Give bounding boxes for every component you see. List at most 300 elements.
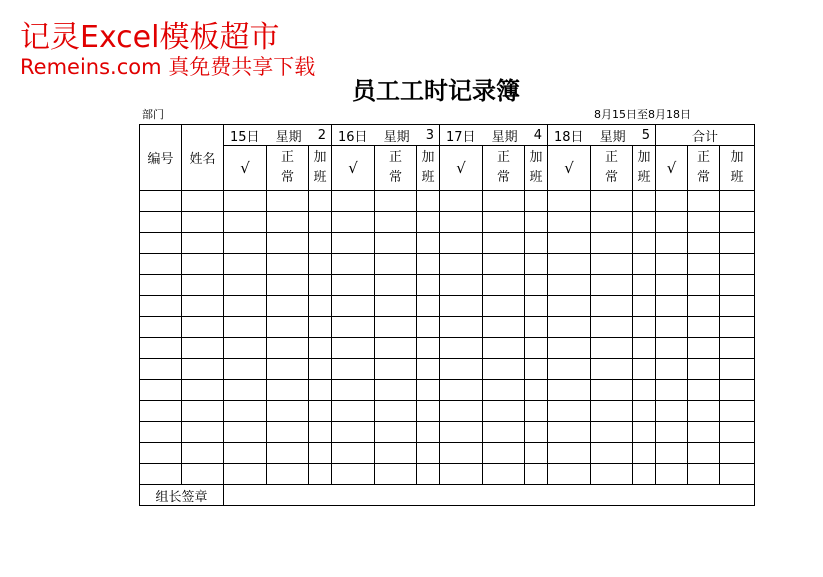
table-cell[interactable] bbox=[224, 212, 267, 233]
table-cell[interactable] bbox=[525, 401, 548, 422]
table-cell[interactable] bbox=[720, 443, 755, 464]
table-cell[interactable] bbox=[548, 443, 591, 464]
table-cell[interactable] bbox=[375, 296, 417, 317]
table-cell[interactable] bbox=[267, 275, 309, 296]
check-header bbox=[548, 146, 591, 191]
table-cell[interactable] bbox=[267, 380, 309, 401]
table-cell[interactable] bbox=[591, 380, 633, 401]
table-cell[interactable] bbox=[309, 212, 332, 233]
table-cell[interactable] bbox=[548, 338, 591, 359]
table-row bbox=[140, 338, 755, 359]
table-cell[interactable] bbox=[224, 275, 267, 296]
table-cell[interactable] bbox=[633, 380, 656, 401]
table-cell[interactable] bbox=[332, 338, 375, 359]
table-cell[interactable] bbox=[440, 359, 483, 380]
table-cell[interactable] bbox=[656, 359, 688, 380]
check-mark: √ bbox=[666, 159, 677, 177]
table-cell[interactable] bbox=[656, 380, 688, 401]
table-cell[interactable] bbox=[332, 380, 375, 401]
table-cell[interactable] bbox=[440, 296, 483, 317]
table-cell[interactable] bbox=[720, 380, 755, 401]
table-cell[interactable] bbox=[332, 464, 375, 485]
table-cell[interactable] bbox=[525, 422, 548, 443]
table-cell[interactable] bbox=[224, 338, 267, 359]
table-cell[interactable] bbox=[483, 254, 525, 275]
table-cell[interactable] bbox=[591, 464, 633, 485]
table-cell[interactable] bbox=[440, 254, 483, 275]
table-cell[interactable] bbox=[440, 464, 483, 485]
table-cell[interactable] bbox=[417, 380, 440, 401]
table-cell[interactable] bbox=[548, 380, 591, 401]
table-cell[interactable] bbox=[688, 191, 720, 212]
table-cell[interactable] bbox=[267, 443, 309, 464]
dept-label: 部门 bbox=[142, 108, 164, 121]
table-cell[interactable] bbox=[525, 317, 548, 338]
table-cell[interactable] bbox=[483, 422, 525, 443]
table-cell[interactable] bbox=[720, 254, 755, 275]
table-cell[interactable] bbox=[417, 275, 440, 296]
normal-char-2: 常 bbox=[280, 170, 294, 185]
table-cell[interactable] bbox=[656, 443, 688, 464]
table-cell[interactable] bbox=[548, 212, 591, 233]
table-cell[interactable] bbox=[140, 212, 182, 233]
table-cell[interactable] bbox=[525, 233, 548, 254]
table-cell[interactable] bbox=[224, 296, 267, 317]
table-cell[interactable] bbox=[332, 233, 375, 254]
table-cell[interactable] bbox=[332, 443, 375, 464]
table-cell[interactable] bbox=[548, 422, 591, 443]
table-cell[interactable] bbox=[483, 401, 525, 422]
table-cell[interactable] bbox=[633, 464, 656, 485]
table-cell[interactable] bbox=[182, 443, 224, 464]
table-cell[interactable] bbox=[688, 443, 720, 464]
table-cell[interactable] bbox=[182, 191, 224, 212]
table-cell[interactable] bbox=[267, 191, 309, 212]
table-cell[interactable] bbox=[633, 212, 656, 233]
table-cell[interactable] bbox=[309, 317, 332, 338]
overtime-char-1: 加 bbox=[637, 150, 651, 165]
table-cell[interactable] bbox=[483, 233, 525, 254]
table-cell[interactable] bbox=[440, 317, 483, 338]
table-cell[interactable] bbox=[309, 464, 332, 485]
table-cell[interactable] bbox=[332, 212, 375, 233]
table-cell[interactable] bbox=[656, 338, 688, 359]
table-row bbox=[140, 422, 755, 443]
check-mark: √ bbox=[456, 159, 466, 177]
table-cell[interactable] bbox=[688, 212, 720, 233]
table-cell[interactable] bbox=[375, 212, 417, 233]
table-cell[interactable] bbox=[224, 191, 267, 212]
table-cell[interactable] bbox=[591, 401, 633, 422]
table-cell[interactable] bbox=[375, 233, 417, 254]
table-cell[interactable] bbox=[633, 338, 656, 359]
table-cell[interactable] bbox=[440, 275, 483, 296]
normal-char-1: 正 bbox=[696, 150, 710, 165]
table-cell[interactable] bbox=[483, 317, 525, 338]
table-cell[interactable] bbox=[140, 254, 182, 275]
table-cell[interactable] bbox=[309, 296, 332, 317]
table-cell[interactable] bbox=[688, 254, 720, 275]
table-cell[interactable] bbox=[182, 233, 224, 254]
table-cell[interactable] bbox=[591, 338, 633, 359]
table-cell[interactable] bbox=[656, 233, 688, 254]
check-mark: √ bbox=[348, 159, 358, 177]
weekday-label: 星期 bbox=[491, 129, 518, 145]
table-cell[interactable] bbox=[656, 212, 688, 233]
table-cell[interactable] bbox=[182, 422, 224, 443]
overtime-char-2: 班 bbox=[313, 170, 327, 185]
table-cell[interactable] bbox=[375, 254, 417, 275]
table-cell[interactable] bbox=[224, 422, 267, 443]
table-cell[interactable] bbox=[483, 212, 525, 233]
table-cell[interactable] bbox=[140, 296, 182, 317]
normal-char-2: 常 bbox=[696, 170, 710, 185]
table-cell[interactable] bbox=[182, 254, 224, 275]
table-cell[interactable] bbox=[309, 338, 332, 359]
overtime-char-1: 加 bbox=[421, 150, 435, 165]
table-cell[interactable] bbox=[483, 338, 525, 359]
weekday-label: 星期 bbox=[275, 129, 302, 145]
day-header-18 bbox=[548, 125, 656, 146]
table-cell[interactable] bbox=[633, 233, 656, 254]
table-cell[interactable] bbox=[417, 464, 440, 485]
weekday-number: 3 bbox=[425, 127, 434, 143]
table-cell[interactable] bbox=[688, 359, 720, 380]
table-cell[interactable] bbox=[332, 359, 375, 380]
overtime-char-2: 班 bbox=[529, 170, 543, 185]
table-cell[interactable] bbox=[483, 380, 525, 401]
table-cell[interactable] bbox=[140, 443, 182, 464]
table-cell[interactable] bbox=[309, 359, 332, 380]
table-cell[interactable] bbox=[375, 338, 417, 359]
total-normal-header bbox=[688, 146, 720, 191]
normal-char-1: 正 bbox=[604, 150, 618, 165]
table-cell[interactable] bbox=[656, 464, 688, 485]
table-cell[interactable] bbox=[309, 422, 332, 443]
table-cell[interactable] bbox=[483, 296, 525, 317]
table-cell[interactable] bbox=[525, 212, 548, 233]
table-cell[interactable] bbox=[267, 359, 309, 380]
table-cell[interactable] bbox=[267, 296, 309, 317]
overtime-header bbox=[525, 146, 548, 191]
table-cell[interactable] bbox=[591, 359, 633, 380]
table-cell[interactable] bbox=[591, 233, 633, 254]
table-cell[interactable] bbox=[548, 275, 591, 296]
table-cell[interactable] bbox=[656, 296, 688, 317]
table-cell[interactable] bbox=[656, 422, 688, 443]
table-cell[interactable] bbox=[182, 275, 224, 296]
normal-char-1: 正 bbox=[388, 150, 402, 165]
table-cell[interactable] bbox=[548, 233, 591, 254]
table-cell[interactable] bbox=[440, 422, 483, 443]
table-cell[interactable] bbox=[417, 254, 440, 275]
normal-char-2: 常 bbox=[604, 170, 618, 185]
table-cell[interactable] bbox=[375, 275, 417, 296]
table-cell[interactable] bbox=[332, 191, 375, 212]
table-cell[interactable] bbox=[182, 296, 224, 317]
table-cell[interactable] bbox=[140, 464, 182, 485]
table-cell[interactable] bbox=[417, 317, 440, 338]
table-cell[interactable] bbox=[633, 191, 656, 212]
table-row bbox=[140, 317, 755, 338]
table-cell[interactable] bbox=[525, 443, 548, 464]
table-cell[interactable] bbox=[548, 191, 591, 212]
weekday-number: 5 bbox=[641, 127, 650, 143]
table-cell[interactable] bbox=[182, 338, 224, 359]
table-row bbox=[140, 401, 755, 422]
overtime-char-2: 班 bbox=[730, 170, 744, 185]
check-header bbox=[332, 146, 375, 191]
sign-field[interactable] bbox=[224, 485, 755, 506]
table-cell[interactable] bbox=[140, 191, 182, 212]
table-cell[interactable] bbox=[417, 338, 440, 359]
table-cell[interactable] bbox=[483, 359, 525, 380]
table-cell[interactable] bbox=[267, 464, 309, 485]
normal-char-2: 常 bbox=[496, 170, 510, 185]
table-cell[interactable] bbox=[591, 212, 633, 233]
table-row bbox=[140, 275, 755, 296]
table-cell[interactable] bbox=[633, 296, 656, 317]
table-cell[interactable] bbox=[140, 233, 182, 254]
table-cell[interactable] bbox=[720, 317, 755, 338]
table-cell[interactable] bbox=[633, 401, 656, 422]
table-cell[interactable] bbox=[720, 212, 755, 233]
table-cell[interactable] bbox=[591, 254, 633, 275]
table-cell[interactable] bbox=[633, 422, 656, 443]
day-label: 18日 bbox=[554, 129, 584, 145]
table-cell[interactable] bbox=[720, 401, 755, 422]
table-cell[interactable] bbox=[720, 464, 755, 485]
table-cell[interactable] bbox=[267, 317, 309, 338]
table-cell[interactable] bbox=[591, 422, 633, 443]
table-cell[interactable] bbox=[720, 422, 755, 443]
table-cell[interactable] bbox=[417, 422, 440, 443]
table-cell[interactable] bbox=[140, 422, 182, 443]
table-cell[interactable] bbox=[688, 296, 720, 317]
table-cell[interactable] bbox=[182, 359, 224, 380]
table-cell[interactable] bbox=[720, 233, 755, 254]
table-row bbox=[140, 233, 755, 254]
table-cell[interactable] bbox=[182, 401, 224, 422]
table-cell[interactable] bbox=[591, 317, 633, 338]
table-cell[interactable] bbox=[140, 380, 182, 401]
table-cell[interactable] bbox=[525, 359, 548, 380]
overtime-header bbox=[417, 146, 440, 191]
table-cell[interactable] bbox=[688, 317, 720, 338]
table-cell[interactable] bbox=[656, 275, 688, 296]
day-label: 16日 bbox=[338, 129, 368, 145]
table-cell[interactable] bbox=[548, 296, 591, 317]
table-cell[interactable] bbox=[332, 275, 375, 296]
normal-char-2: 常 bbox=[388, 170, 402, 185]
normal-header bbox=[375, 146, 417, 191]
table-cell[interactable] bbox=[332, 317, 375, 338]
table-cell[interactable] bbox=[525, 254, 548, 275]
table-cell[interactable] bbox=[483, 191, 525, 212]
table-cell[interactable] bbox=[688, 275, 720, 296]
table-cell[interactable] bbox=[656, 254, 688, 275]
timesheet-table bbox=[139, 124, 755, 506]
table-cell[interactable] bbox=[224, 464, 267, 485]
table-cell[interactable] bbox=[720, 275, 755, 296]
table-cell[interactable] bbox=[417, 233, 440, 254]
table-cell[interactable] bbox=[440, 380, 483, 401]
table-cell[interactable] bbox=[309, 401, 332, 422]
table-cell[interactable] bbox=[332, 296, 375, 317]
overtime-header bbox=[309, 146, 332, 191]
table-cell[interactable] bbox=[375, 317, 417, 338]
table-cell[interactable] bbox=[224, 317, 267, 338]
table-cell[interactable] bbox=[440, 233, 483, 254]
table-row bbox=[140, 464, 755, 485]
table-cell[interactable] bbox=[548, 359, 591, 380]
table-cell[interactable] bbox=[224, 254, 267, 275]
table-cell[interactable] bbox=[224, 359, 267, 380]
day-header-15 bbox=[224, 125, 332, 146]
table-cell[interactable] bbox=[548, 401, 591, 422]
table-cell[interactable] bbox=[417, 212, 440, 233]
table-cell[interactable] bbox=[417, 296, 440, 317]
table-cell[interactable] bbox=[688, 338, 720, 359]
table-cell[interactable] bbox=[140, 401, 182, 422]
table-cell[interactable] bbox=[224, 443, 267, 464]
weekday-number: 2 bbox=[317, 127, 326, 143]
table-cell[interactable] bbox=[332, 422, 375, 443]
day-header-16 bbox=[332, 125, 440, 146]
table-cell[interactable] bbox=[375, 443, 417, 464]
table-cell[interactable] bbox=[548, 464, 591, 485]
table-row bbox=[140, 380, 755, 401]
table-cell[interactable] bbox=[140, 338, 182, 359]
table-row bbox=[140, 296, 755, 317]
table-cell[interactable] bbox=[591, 296, 633, 317]
table-cell[interactable] bbox=[267, 212, 309, 233]
table-cell[interactable] bbox=[267, 233, 309, 254]
table-cell[interactable] bbox=[309, 191, 332, 212]
table-cell[interactable] bbox=[548, 254, 591, 275]
table-cell[interactable] bbox=[633, 275, 656, 296]
table-cell[interactable] bbox=[267, 254, 309, 275]
table-cell[interactable] bbox=[591, 191, 633, 212]
table-cell[interactable] bbox=[375, 422, 417, 443]
table-cell[interactable] bbox=[440, 191, 483, 212]
table-cell[interactable] bbox=[417, 359, 440, 380]
overtime-char-2: 班 bbox=[637, 170, 651, 185]
weekday-number: 4 bbox=[533, 127, 542, 143]
normal-char-1: 正 bbox=[496, 150, 510, 165]
table-cell[interactable] bbox=[182, 464, 224, 485]
table-cell[interactable] bbox=[182, 212, 224, 233]
table-cell[interactable] bbox=[309, 275, 332, 296]
table-cell[interactable] bbox=[483, 464, 525, 485]
weekday-label: 星期 bbox=[383, 129, 410, 145]
table-cell[interactable] bbox=[720, 359, 755, 380]
table-cell[interactable] bbox=[140, 317, 182, 338]
table-cell[interactable] bbox=[525, 191, 548, 212]
table-cell[interactable] bbox=[440, 338, 483, 359]
table-cell[interactable] bbox=[182, 317, 224, 338]
page-title: 员工工时记录簿 bbox=[352, 76, 520, 105]
table-cell[interactable] bbox=[720, 191, 755, 212]
table-cell[interactable] bbox=[483, 275, 525, 296]
table-cell[interactable] bbox=[591, 275, 633, 296]
table-cell[interactable] bbox=[525, 275, 548, 296]
table-cell[interactable] bbox=[309, 254, 332, 275]
table-cell[interactable] bbox=[591, 443, 633, 464]
table-cell[interactable] bbox=[525, 338, 548, 359]
table-cell[interactable] bbox=[267, 338, 309, 359]
table-cell[interactable] bbox=[309, 443, 332, 464]
table-cell[interactable] bbox=[182, 380, 224, 401]
table-cell[interactable] bbox=[688, 422, 720, 443]
table-cell[interactable] bbox=[417, 191, 440, 212]
table-cell[interactable] bbox=[525, 380, 548, 401]
table-cell[interactable] bbox=[140, 359, 182, 380]
table-cell[interactable] bbox=[417, 401, 440, 422]
table-cell[interactable] bbox=[633, 317, 656, 338]
table-cell[interactable] bbox=[548, 317, 591, 338]
table-cell[interactable] bbox=[417, 443, 440, 464]
name-header: 姓名 bbox=[182, 125, 224, 191]
table-cell[interactable] bbox=[525, 296, 548, 317]
table-cell[interactable] bbox=[224, 233, 267, 254]
table-cell[interactable] bbox=[140, 275, 182, 296]
overtime-char-1: 加 bbox=[529, 150, 543, 165]
table-cell[interactable] bbox=[309, 380, 332, 401]
table-cell[interactable] bbox=[720, 338, 755, 359]
table-cell[interactable] bbox=[633, 254, 656, 275]
overtime-char-2: 班 bbox=[421, 170, 435, 185]
table-cell[interactable] bbox=[688, 233, 720, 254]
table-cell[interactable] bbox=[440, 401, 483, 422]
table-cell[interactable] bbox=[375, 380, 417, 401]
table-cell[interactable] bbox=[267, 401, 309, 422]
table-cell[interactable] bbox=[224, 401, 267, 422]
table-cell[interactable] bbox=[483, 443, 525, 464]
table-cell[interactable] bbox=[375, 191, 417, 212]
table-cell[interactable] bbox=[440, 212, 483, 233]
day-label: 17日 bbox=[446, 129, 476, 145]
table-cell[interactable] bbox=[720, 296, 755, 317]
overtime-char-1: 加 bbox=[313, 150, 327, 165]
table-cell[interactable] bbox=[375, 359, 417, 380]
table-cell[interactable] bbox=[375, 464, 417, 485]
table-cell[interactable] bbox=[440, 443, 483, 464]
date-range: 8月15日至8月18日 bbox=[594, 108, 691, 121]
table-cell[interactable] bbox=[267, 422, 309, 443]
normal-char-1: 正 bbox=[280, 150, 294, 165]
table-cell[interactable] bbox=[224, 380, 267, 401]
table-cell[interactable] bbox=[688, 380, 720, 401]
watermark-title: 记灵Excel模板超市 bbox=[20, 20, 280, 55]
table-cell[interactable] bbox=[633, 359, 656, 380]
table-cell[interactable] bbox=[332, 254, 375, 275]
table-cell[interactable] bbox=[309, 233, 332, 254]
table-cell[interactable] bbox=[332, 401, 375, 422]
table-cell[interactable] bbox=[688, 464, 720, 485]
table-cell[interactable] bbox=[656, 191, 688, 212]
total-header: 合计 bbox=[656, 125, 755, 146]
table-cell[interactable] bbox=[656, 317, 688, 338]
table-row bbox=[140, 191, 755, 212]
table-cell[interactable] bbox=[633, 443, 656, 464]
table-cell[interactable] bbox=[375, 401, 417, 422]
table-cell[interactable] bbox=[525, 464, 548, 485]
table-row bbox=[140, 443, 755, 464]
table-cell[interactable] bbox=[656, 401, 688, 422]
table-cell[interactable] bbox=[688, 401, 720, 422]
total-overtime-header bbox=[720, 146, 755, 191]
